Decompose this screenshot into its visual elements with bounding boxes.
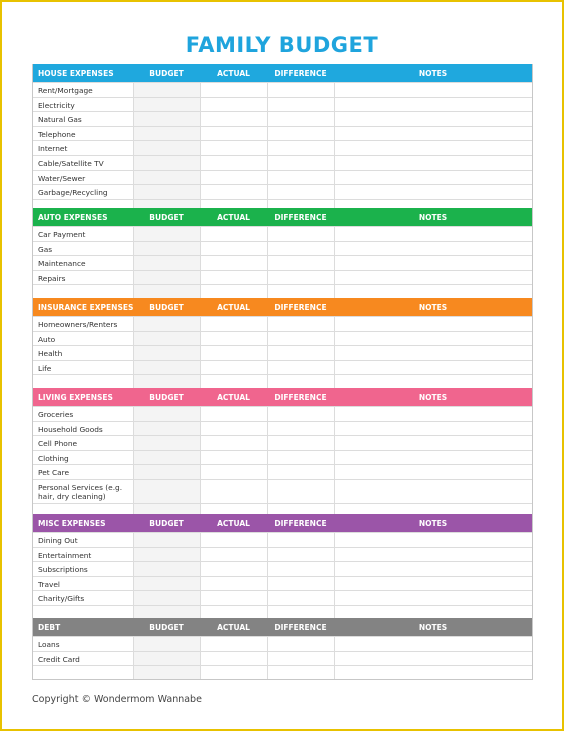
difference-column-header: DIFFERENCE [274,212,327,222]
actual-cell[interactable] [200,422,267,436]
difference-cell[interactable] [267,346,334,360]
budget-column-header: BUDGET [149,392,184,402]
difference-cell[interactable] [267,256,334,270]
budget-cell[interactable] [133,171,200,185]
row-label: Entertainment [38,550,92,560]
budget-cell[interactable] [133,451,200,465]
difference-column-header: DIFFERENCE [274,518,327,528]
actual-cell[interactable] [200,465,267,479]
actual-cell[interactable] [200,156,267,170]
row-label: Internet [38,144,68,154]
budget-row [33,479,532,503]
row-label: Telephone [38,129,76,139]
notes-column-header: NOTES [418,302,448,312]
difference-cell[interactable] [267,227,334,241]
difference-cell[interactable] [267,422,334,436]
row-label: Repairs [38,273,66,283]
budget-cell[interactable] [133,256,200,270]
budget-column-header: BUDGET [149,622,184,632]
budget-row [33,576,532,591]
budget-column-header: BUDGET [149,302,184,312]
budget-cell[interactable] [133,361,200,375]
difference-column-header: DIFFERENCE [274,302,327,312]
difference-cell[interactable] [267,451,334,465]
difference-cell[interactable] [267,375,334,388]
budget-row [33,561,532,576]
notes-cell[interactable] [334,465,532,479]
budget-row [33,374,532,388]
budget-row [33,170,532,185]
difference-cell[interactable] [267,548,334,562]
budget-row [33,97,532,112]
budget-row [33,605,532,619]
notes-cell[interactable] [334,577,532,591]
notes-cell[interactable] [334,285,532,298]
row-label [33,375,133,388]
row-label: Cell Phone [38,439,78,449]
row-label: Travel [38,579,60,589]
actual-cell[interactable] [200,533,267,547]
budget-row [33,155,532,170]
budget-cell[interactable] [133,332,200,346]
budget-row [33,360,532,375]
budget-cell[interactable] [133,185,200,199]
notes-cell[interactable] [334,637,532,651]
row-label: Water/Sewer [38,173,86,183]
budget-cell[interactable] [133,666,200,679]
notes-cell[interactable] [334,652,532,666]
row-label: Natural Gas [38,115,82,125]
difference-cell[interactable] [267,562,334,576]
row-label: Health [38,349,63,359]
notes-cell[interactable] [334,562,532,576]
difference-cell[interactable] [267,332,334,346]
budget-cell[interactable] [133,271,200,285]
section-header [33,618,532,636]
row-label: Dining Out [38,536,78,545]
copyright-footer: Copyright © Wondermom Wannabe [32,694,202,705]
budget-cell[interactable] [133,227,200,241]
difference-cell[interactable] [267,185,334,199]
budget-row [33,450,532,465]
budget-row [33,284,532,298]
actual-cell[interactable] [200,548,267,562]
row-label: Homeowners/Renters [38,320,118,329]
notes-column-header: NOTES [418,392,448,402]
section-debt [32,618,533,680]
budget-row [33,532,532,547]
row-label: Clothing [38,453,69,463]
notes-cell[interactable] [334,422,532,436]
row-label: Electricity [38,100,75,110]
actual-cell[interactable] [200,407,267,421]
row-label: Maintenance [38,259,86,269]
difference-cell[interactable] [267,242,334,256]
actual-column-header: ACTUAL [217,68,250,78]
actual-cell[interactable] [200,227,267,241]
row-label: Cable/Satellite TV [38,158,104,168]
notes-cell[interactable] [334,112,532,126]
section-house-expenses [32,64,533,214]
difference-cell[interactable] [267,577,334,591]
actual-cell[interactable] [200,317,267,331]
row-label: Credit Card [38,654,80,664]
actual-column-header: ACTUAL [217,518,250,528]
difference-cell[interactable] [267,407,334,421]
actual-cell[interactable] [200,346,267,360]
budget-cell[interactable] [133,436,200,450]
actual-cell[interactable] [200,666,267,679]
actual-cell[interactable] [200,637,267,651]
budget-cell[interactable] [133,548,200,562]
budget-cell[interactable] [133,141,200,155]
budget-cell[interactable] [133,346,200,360]
notes-cell[interactable] [334,451,532,465]
budget-row [33,184,532,199]
budget-cell[interactable] [133,83,200,97]
budget-row [33,270,532,285]
notes-cell[interactable] [334,666,532,679]
difference-column-header: DIFFERENCE [274,622,327,632]
section-title: HOUSE EXPENSES [38,68,114,78]
notes-column-header: NOTES [418,212,448,222]
difference-cell[interactable] [267,436,334,450]
budget-cell[interactable] [133,317,200,331]
budget-column-header: BUDGET [149,212,184,222]
row-label [33,666,133,679]
actual-cell[interactable] [200,271,267,285]
row-label: Pet Care [38,468,70,478]
difference-cell[interactable] [267,285,334,298]
budget-cell[interactable] [133,127,200,141]
row-label: Loans [38,640,60,649]
notes-cell[interactable] [334,98,532,112]
actual-cell[interactable] [200,256,267,270]
row-label: Household Goods [38,424,103,434]
difference-cell[interactable] [267,652,334,666]
section-misc-expenses [32,514,533,620]
section-title: DEBT [38,622,61,632]
actual-cell[interactable] [200,127,267,141]
notes-cell[interactable] [334,436,532,450]
row-label: Life [38,363,52,373]
section-title: MISC EXPENSES [38,518,106,528]
budget-cell[interactable] [133,562,200,576]
budget-row [33,111,532,126]
difference-cell[interactable] [267,465,334,479]
section-header [33,298,532,316]
budget-row [33,331,532,346]
section-insurance-expenses [32,298,533,389]
notes-cell[interactable] [334,256,532,270]
budget-row [33,345,532,360]
budget-cell[interactable] [133,422,200,436]
actual-cell[interactable] [200,375,267,388]
row-label: Gas [38,244,53,254]
notes-column-header: NOTES [418,622,448,632]
difference-cell[interactable] [267,533,334,547]
difference-cell[interactable] [267,591,334,605]
difference-cell[interactable] [267,141,334,155]
budget-cell[interactable] [133,112,200,126]
actual-column-header: ACTUAL [217,212,250,222]
notes-cell[interactable] [334,332,532,346]
actual-cell[interactable] [200,562,267,576]
budget-row [33,651,532,666]
actual-column-header: ACTUAL [217,392,250,402]
actual-cell[interactable] [200,451,267,465]
difference-column-header: DIFFERENCE [274,392,327,402]
budget-row [33,590,532,605]
notes-cell[interactable] [334,156,532,170]
actual-cell[interactable] [200,112,267,126]
budget-cell[interactable] [133,242,200,256]
section-title: INSURANCE EXPENSES [38,302,133,312]
budget-row [33,636,532,651]
difference-cell[interactable] [267,127,334,141]
row-label: Garbage/Recycling [38,188,108,198]
section-header [33,514,532,532]
actual-cell[interactable] [200,652,267,666]
difference-cell[interactable] [267,271,334,285]
budget-row [33,464,532,479]
budget-cell[interactable] [133,533,200,547]
row-label: Personal Services (e.g. hair, dry cleaning) [38,482,123,502]
actual-cell[interactable] [200,480,267,503]
row-label: Rent/Mortgage [38,86,93,95]
actual-column-header: ACTUAL [217,302,250,312]
actual-cell[interactable] [200,242,267,256]
notes-cell[interactable] [334,375,532,388]
row-label: Groceries [38,410,74,419]
budget-cell[interactable] [133,480,200,503]
actual-cell[interactable] [200,185,267,199]
difference-cell[interactable] [267,112,334,126]
actual-cell[interactable] [200,591,267,605]
actual-cell[interactable] [200,361,267,375]
difference-cell[interactable] [267,637,334,651]
actual-cell[interactable] [200,332,267,346]
notes-cell[interactable] [334,361,532,375]
budget-row [33,316,532,331]
difference-column-header: DIFFERENCE [274,68,327,78]
budget-cell[interactable] [133,465,200,479]
difference-cell[interactable] [267,480,334,503]
difference-cell[interactable] [267,317,334,331]
notes-cell[interactable] [334,548,532,562]
actual-cell[interactable] [200,436,267,450]
actual-cell[interactable] [200,98,267,112]
budget-row [33,255,532,270]
section-header [33,388,532,406]
difference-cell[interactable] [267,98,334,112]
row-label: Car Payment [38,230,86,239]
budget-row [33,140,532,155]
notes-cell[interactable] [334,271,532,285]
budget-row [33,406,532,421]
budget-cell[interactable] [133,375,200,388]
section-title: LIVING EXPENSES [38,392,113,402]
notes-cell[interactable] [334,317,532,331]
budget-row [33,547,532,562]
section-title: AUTO EXPENSES [38,212,108,222]
notes-cell[interactable] [334,171,532,185]
notes-cell[interactable] [334,480,532,503]
notes-cell[interactable] [334,185,532,199]
budget-row [33,82,532,97]
row-label: Auto [38,334,56,344]
row-label [33,285,133,298]
budget-cell[interactable] [133,637,200,651]
budget-column-header: BUDGET [149,68,184,78]
page-title: FAMILY BUDGET [185,33,379,57]
notes-cell[interactable] [334,346,532,360]
actual-cell[interactable] [200,83,267,97]
section-header [33,64,532,82]
budget-cell[interactable] [133,98,200,112]
notes-cell[interactable] [334,591,532,605]
difference-cell[interactable] [267,171,334,185]
row-label: Charity/Gifts [38,594,85,604]
budget-row [33,421,532,436]
notes-cell[interactable] [334,533,532,547]
difference-cell[interactable] [267,666,334,679]
budget-row [33,241,532,256]
actual-cell[interactable] [200,141,267,155]
budget-row [33,226,532,241]
budget-cell[interactable] [133,285,200,298]
budget-cell[interactable] [133,652,200,666]
actual-column-header: ACTUAL [217,622,250,632]
section-header [33,208,532,226]
budget-row [33,665,532,679]
actual-cell[interactable] [200,285,267,298]
budget-cell[interactable] [133,577,200,591]
notes-column-header: NOTES [418,518,448,528]
notes-cell[interactable] [334,407,532,421]
row-label: Subscriptions [38,565,88,575]
budget-cell[interactable] [133,407,200,421]
budget-row [33,435,532,450]
difference-cell[interactable] [267,361,334,375]
section-auto-expenses [32,208,533,299]
notes-cell[interactable] [334,227,532,241]
notes-cell[interactable] [334,242,532,256]
budget-row [33,126,532,141]
notes-cell[interactable] [334,141,532,155]
notes-column-header: NOTES [418,68,448,78]
budget-cell[interactable] [133,591,200,605]
actual-cell[interactable] [200,577,267,591]
difference-cell[interactable] [267,156,334,170]
notes-cell[interactable] [334,127,532,141]
actual-cell[interactable] [200,171,267,185]
budget-cell[interactable] [133,156,200,170]
notes-cell[interactable] [334,83,532,97]
difference-cell[interactable] [267,83,334,97]
section-living-expenses [32,388,533,518]
budget-column-header: BUDGET [149,518,184,528]
